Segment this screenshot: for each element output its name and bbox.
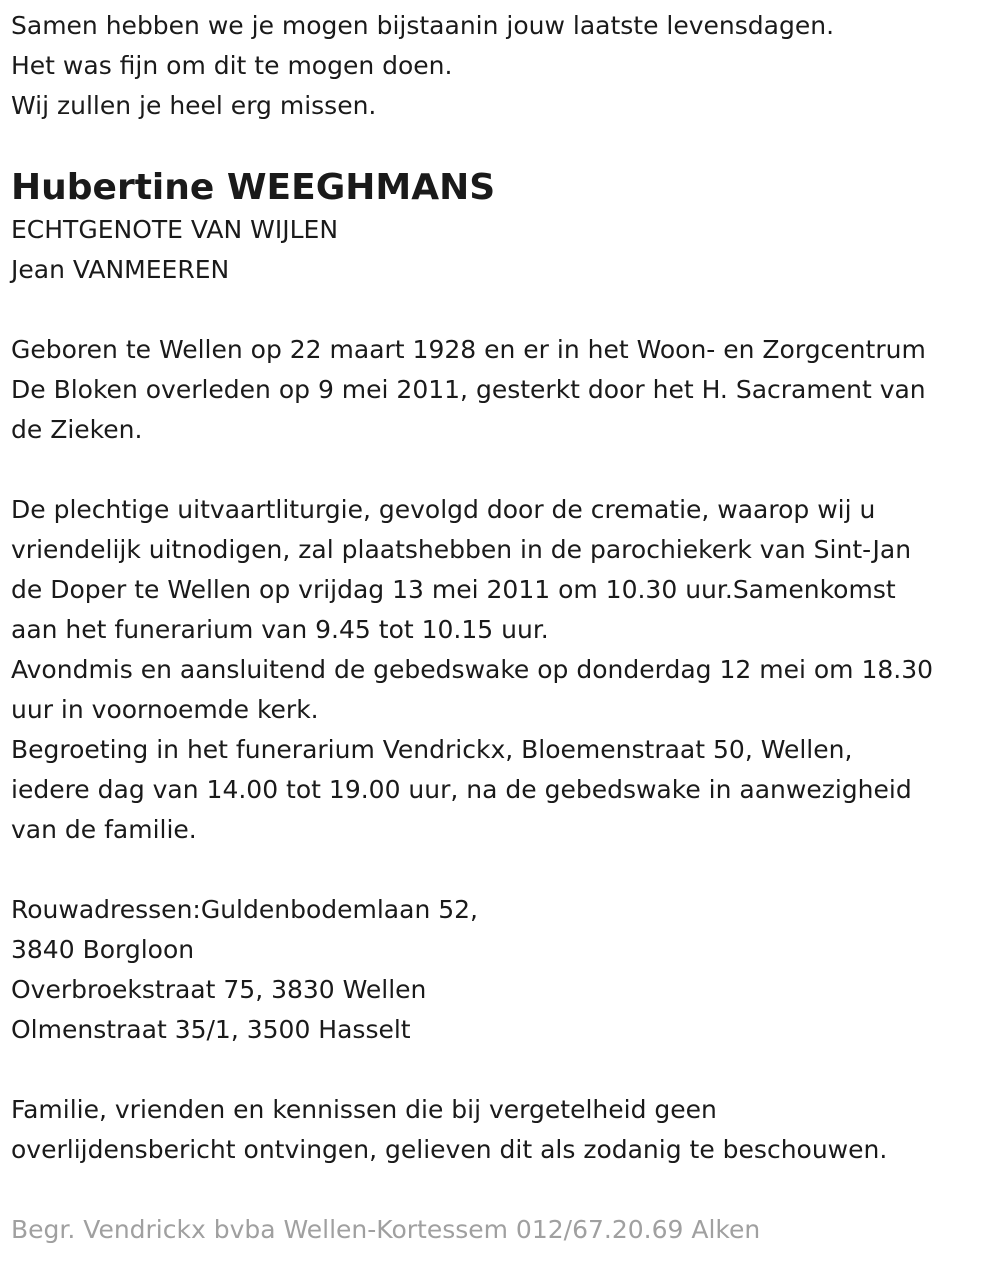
ceremony-line: vriendelijk uitnodigen, zal plaatshebben in de parochiekerk van Sint-Jan bbox=[11, 535, 912, 564]
intro-paragraph bbox=[11, 6, 996, 126]
address-line: Overbroekstraat 75, 3830 Wellen bbox=[11, 975, 427, 1004]
closing-line: overlijdensbericht ontvingen, gelieven dit als zodanig te beschouwen. bbox=[11, 1135, 888, 1164]
obituary-notice bbox=[11, 6, 996, 1250]
closing-line: Familie, vrienden en kennissen die bij vergetelheid geen bbox=[11, 1095, 717, 1124]
spacer bbox=[11, 850, 996, 890]
relation-label: ECHTGENOTE VAN WIJLEN bbox=[11, 215, 339, 244]
deceased-name: Hubertine WEEGHMANS bbox=[11, 167, 496, 208]
address-line: Olmenstraat 35/1, 3500 Hasselt bbox=[11, 1015, 411, 1044]
ceremony-line: Avondmis en aansluitend de gebedswake op donderdag 12 mei om 18.30 bbox=[11, 655, 934, 684]
ceremony-line: iedere dag van 14.00 tot 19.00 uur, na de gebedswake in aanwezigheid bbox=[11, 775, 912, 804]
birth-death-paragraph bbox=[11, 330, 996, 450]
ceremony-line: de Doper te Wellen op vrijdag 13 mei 2011 om 10.30 uur.Samenkomst bbox=[11, 575, 896, 604]
ceremony-line: uur in voornoemde kerk. bbox=[11, 695, 319, 724]
funeral-home-footer: Begr. Vendrickx bvba Wellen-Kortessem 012/67.20.69 Alken bbox=[11, 1215, 761, 1244]
spacer bbox=[11, 450, 996, 490]
birth-death-line: Geboren te Wellen op 22 maart 1928 en er in het Woon- en Zorgcentrum bbox=[11, 335, 926, 364]
spacer bbox=[11, 126, 996, 166]
spouse-name: Jean VANMEEREN bbox=[11, 255, 230, 284]
birth-death-line: de Zieken. bbox=[11, 415, 143, 444]
ceremony-line: aan het funerarium van 9.45 tot 10.15 uur. bbox=[11, 615, 549, 644]
intro-line: Samen hebben we je mogen bijstaanin jouw laatste levensdagen. bbox=[11, 11, 835, 40]
address-line: 3840 Borgloon bbox=[11, 935, 195, 964]
addresses-paragraph bbox=[11, 890, 996, 1050]
birth-death-line: De Bloken overleden op 9 mei 2011, gesterkt door het H. Sacrament van bbox=[11, 375, 926, 404]
closing-paragraph bbox=[11, 1090, 996, 1170]
address-line: Rouwadressen:Guldenbodemlaan 52, bbox=[11, 895, 478, 924]
ceremony-line: Begroeting in het funerarium Vendrickx, Bloemenstraat 50, Wellen, bbox=[11, 735, 853, 764]
ceremony-line: De plechtige uitvaartliturgie, gevolgd door de crematie, waarop wij u bbox=[11, 495, 876, 524]
intro-line: Het was fijn om dit te mogen doen. bbox=[11, 51, 453, 80]
deceased-block bbox=[11, 166, 996, 290]
spacer bbox=[11, 1050, 996, 1090]
spacer bbox=[11, 290, 996, 330]
ceremony-paragraph bbox=[11, 490, 996, 850]
spacer bbox=[11, 1170, 996, 1210]
ceremony-line: van de familie. bbox=[11, 815, 197, 844]
intro-line: Wij zullen je heel erg missen. bbox=[11, 91, 377, 120]
